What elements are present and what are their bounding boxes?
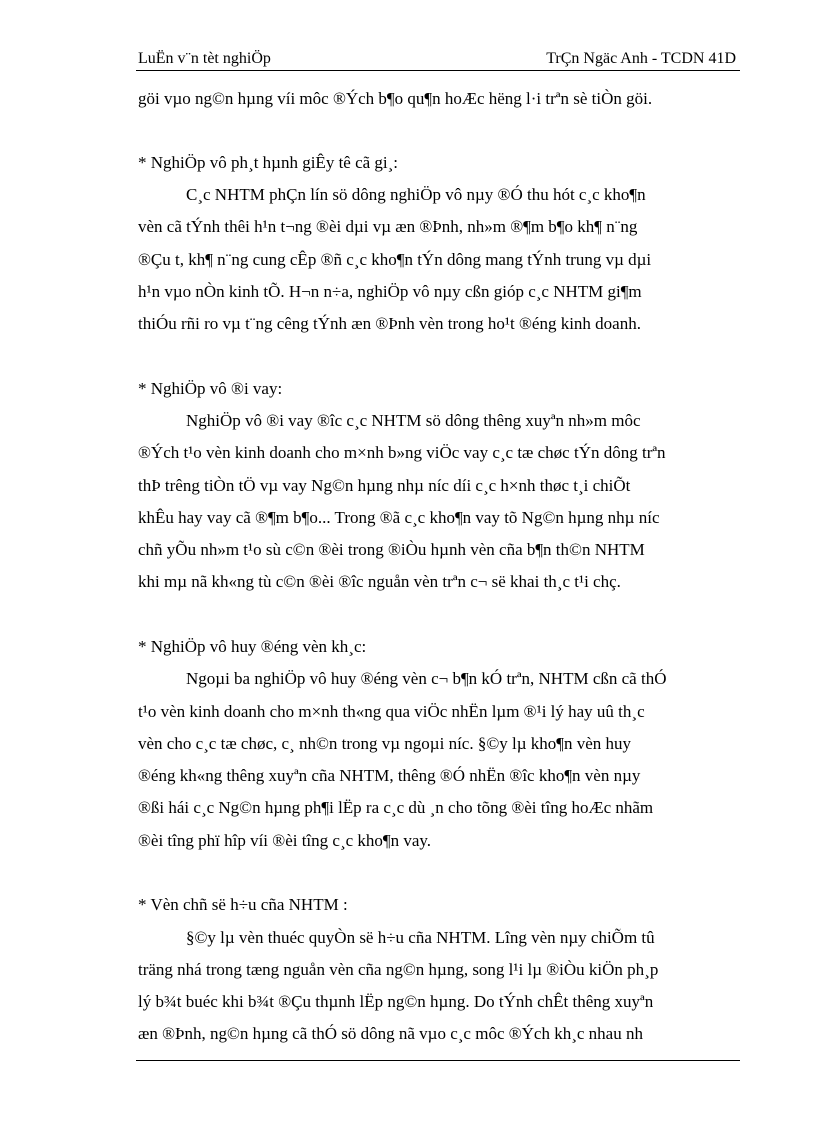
header-rule <box>136 70 740 71</box>
text-line: vèn cho c¸c tæ chøc, c¸ nh©n trong vµ ngoµi níc. §©y lµ kho¶n vèn huy <box>138 734 632 753</box>
text-line: khÊu hay vay cã ®¶m b¶o... Trong ®ã c¸c kho¶n vay tõ Ng©n hµng nhµ níc <box>138 508 660 527</box>
text-line: ®Çu t, kh¶ n¨ng cung cÊp ®ñ c¸c kho¶n tÝn dông mang tÝnh trung vµ dµi <box>138 250 652 269</box>
text-line: göi vµo ng©n hµng víi môc ®Ých b¶o qu¶n hoÆc hëng l·i trªn sè tiÒn göi. <box>138 89 653 108</box>
section-heading-borrowing: * NghiÖp vô ®i vay: <box>138 379 283 398</box>
text-line: chñ yÕu nh»m t¹o sù c©n ®èi trong ®iÒu hµnh vèn cña b¶n th©n NHTM <box>138 540 645 559</box>
text-line: lý b¾t buéc khi b¾t ®Çu thµnh lËp ng©n hµng. Do tÝnh chÊt thêng xuyªn <box>138 992 654 1011</box>
text-line: t¹o vèn kinh doanh cho m×nh th«ng qua viÖc nhËn lµm ®¹i lý hay uû th¸c <box>138 702 645 721</box>
text-line: §©y lµ vèn thuéc quyÒn së h÷u cña NHTM. Lîng vèn nµy chiÕm tû <box>186 928 655 947</box>
section-heading-bond-issuance: * NghiÖp vô ph¸t hµnh giÊy tê cã gi¸: <box>138 153 399 172</box>
text-line: h¹n vµo nÒn kinh tÕ. H¬n n÷a, nghiÖp vô nµy cßn gióp c¸c NHTM gi¶m <box>138 282 642 301</box>
section-heading-owner-equity: * Vèn chñ së h÷u cña NHTM : <box>138 895 348 914</box>
text-line: ®éng kh«ng thêng xuyªn cña NHTM, thêng ®Ó nhËn ®îc kho¶n vèn nµy <box>138 766 641 785</box>
section-heading-other-funding: * NghiÖp vô huy ®éng vèn kh¸c: <box>138 637 367 656</box>
text-line: C¸c NHTM phÇn lín sö dông nghiÖp vô nµy ®Ó thu hót c¸c kho¶n <box>186 185 646 204</box>
header-thesis-title: LuËn v¨n tèt nghiÖp <box>138 50 271 67</box>
header-author: TrÇn Ngäc Anh - TCDN 41D <box>546 50 736 67</box>
text-line: ®Ých t¹o vèn kinh doanh cho m×nh b»ng viÖc vay c¸c tæ chøc tÝn dông trªn <box>138 443 666 462</box>
text-line: ®ßi hái c¸c Ng©n hµng ph¶i lËp ra c¸c dù ¸n cho tõng ®èi tîng hoÆc nhãm <box>138 798 654 817</box>
text-line: æn ®Þnh, ng©n hµng cã thÓ sö dông nã vµo c¸c môc ®Ých kh¸c nhau nh <box>138 1024 643 1043</box>
text-line: thÞ trêng tiÒn tÖ vµ vay Ng©n hµng nhµ níc díi c¸c h×nh thøc t¸i chiÕt <box>138 476 631 495</box>
page-header <box>136 50 740 72</box>
text-line: Ngoµi ba nghiÖp vô huy ®éng vèn c¬ b¶n kÓ trªn, NHTM cßn cã thÓ <box>186 669 667 688</box>
text-line: ®èi tîng phï hîp víi ®èi tîng c¸c kho¶n vay. <box>138 831 432 850</box>
text-line: thiÓu rñi ro vµ t¨ng cêng tÝnh æn ®Þnh vèn trong ho¹t ®éng kinh doanh. <box>138 314 641 333</box>
text-line: vèn cã tÝnh thêi h¹n t¬ng ®èi dµi vµ æn ®Þnh, nh»m ®¶m b¶o kh¶ n¨ng <box>138 217 638 236</box>
footer-rule <box>136 1060 740 1061</box>
text-line: NghiÖp vô ®i vay ®îc c¸c NHTM sö dông thêng xuyªn nh»m môc <box>186 411 641 430</box>
text-line: khi mµ nã kh«ng tù c©n ®èi ®îc nguån vèn trªn c¬ së khai th¸c t¹i chç. <box>138 572 621 591</box>
text-line: träng nhá trong tæng nguån vèn cña ng©n hµng, song l¹i lµ ®iÒu kiÖn ph¸p <box>138 960 659 979</box>
